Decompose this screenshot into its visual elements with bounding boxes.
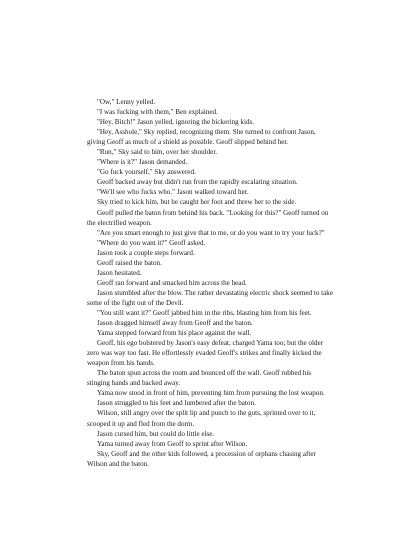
body-text	[87, 97, 335, 469]
paragraph: "Run," Sky said to him, over her shoulder.	[97, 148, 218, 157]
paragraph: Wilson, still angry over the split lip and punch to the guts, sprinted over to it, scooped it up and fled from the dorm.	[87, 409, 316, 428]
paragraph: "Are you smart enough to just give that to me, or do you want to try your luck?"	[97, 228, 325, 237]
paragraph: Geoff, his ego bolstered by Jason's easy defeat, charged Yama too; but the older zero was way too fast. He effortlessly evaded Geoff's strikes and finally kicked the weapon from his hands.	[87, 339, 323, 368]
paragraph: Yama now stood in front of him, preventing him from pursuing the lost weapon.	[97, 389, 325, 398]
paragraph: Sky, Geoff and the other kids followed, a procession of orphans chasing after Wilson and the baton.	[87, 449, 316, 468]
paragraph: "Hey, Asshole," Sky replied, recognizing them. She turned to confront Jason, giving Geoff as much of a shield as possible. Geoff slipped behind her.	[87, 128, 316, 147]
paragraph: Jason dragged himself away from Geoff and the baton.	[97, 319, 253, 328]
paragraph: "Where is it?" Jason demanded.	[97, 158, 188, 167]
paragraph: "We'll see who fucks who." Jason walked toward her.	[97, 188, 249, 197]
paragraph: "Where do you want it?" Geoff asked.	[97, 238, 206, 247]
paragraph: "You still want it?" Geoff jabbed him in the ribs, blasting him from his feet.	[97, 308, 312, 317]
paragraph: "Hey, Bitch!" Jason yelled, ignoring the bickering kids.	[97, 118, 255, 127]
paragraph: Geoff pulled the baton from behind his back. "Looking for this?" Geoff turned on the electrified weapon.	[87, 208, 329, 227]
paragraph: The baton spun across the room and bounced off the wall. Geoff rubbed his stinging hands and backed away.	[87, 369, 312, 388]
paragraph: Jason cursed him, but could do little else.	[97, 429, 215, 438]
paragraph: Geoff ran forward and smacked him across the head.	[97, 278, 247, 287]
paragraph: Yama turned away from Geoff to sprint after Wilson.	[97, 439, 248, 448]
paragraph: Jason stumbled after the blow. The rather devastating electric shock seemed to take some of the fight out of the Devil.	[87, 288, 333, 307]
paragraph: Jason hesitated.	[97, 268, 142, 277]
paragraph: Geoff raised the baton.	[97, 258, 162, 267]
paragraph: "Ow," Lenny yelled.	[97, 98, 156, 106]
paragraph: Yama stepped forward from his place against the wall.	[97, 329, 252, 338]
paragraph: Sky tried to kick him, but he caught her foot and threw her to the side.	[97, 198, 297, 207]
paragraph: Jason struggled to his feet and lumbered after the baton.	[97, 399, 256, 408]
paragraph: Jason took a couple steps forward.	[97, 248, 195, 257]
paragraph: "I was fucking with them," Ben explained.	[97, 108, 218, 117]
paragraph: Geoff backed away but didn't run from the rapidly escalating situation.	[97, 178, 298, 187]
paragraph: "Go fuck yourself," Sky answered.	[97, 168, 196, 177]
